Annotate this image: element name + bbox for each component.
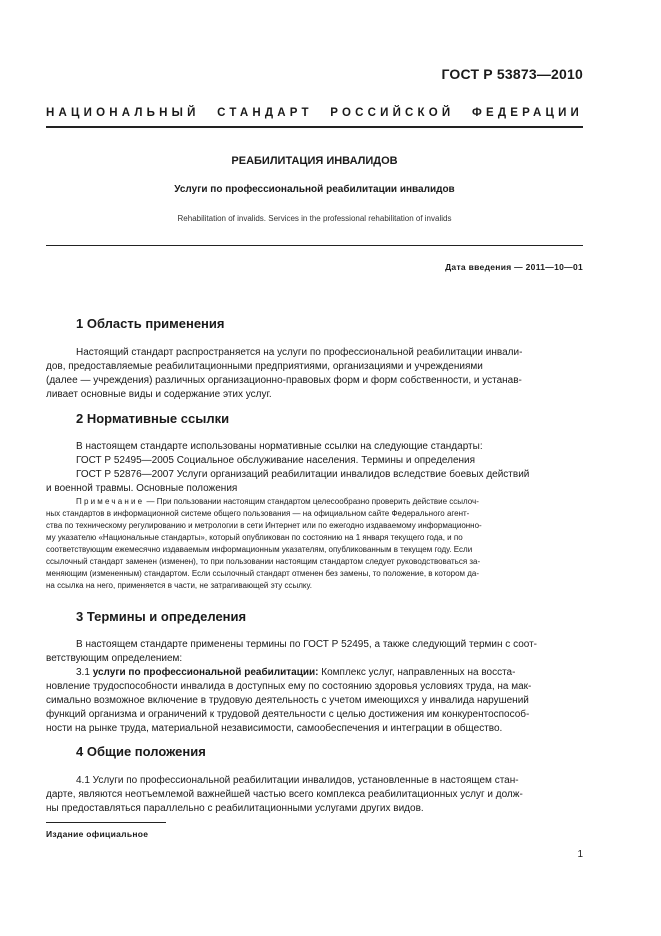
banner-word-russian: РОССИЙСКОЙ [330, 107, 455, 119]
term-definition-start: Комплекс услуг, направленных на восста- [318, 667, 516, 678]
term-definition-line: новление трудоспособности инвалида в доступных ему по состоянию здоровья условиях труда, на мак- [46, 681, 532, 692]
introduction-date: Дата введения — 2011—10—01 [445, 262, 583, 272]
body-line: ливает основные виды и содержание этих услуг. [46, 389, 272, 400]
body-line: ветствующим определением: [46, 653, 183, 664]
section-2-body [46, 440, 583, 496]
banner-word-national: НАЦИОНАЛЬНЫЙ [46, 107, 200, 119]
standard-designation: ГОСТ Р 53873—2010 [441, 66, 583, 82]
document-subtitle: Услуги по профессиональной реабилитации инвалидов [174, 184, 455, 195]
term-definition-line: симально возможное включение в трудовую деятельность с учетом имеющихся у инвалида нарушений [46, 695, 529, 706]
reference-gost-52876: ГОСТ Р 52876—2007 Услуги организаций реабилитации инвалидов вследствие боевых действий [76, 469, 530, 480]
section-4-title: 4 Общие положения [76, 744, 206, 759]
body-line: 4.1 Услуги по профессиональной реабилитации инвалидов, установленные в настоящем стан- [76, 775, 519, 786]
section-3-body [46, 638, 583, 736]
note-label: Примечание [76, 497, 145, 506]
body-line: ны предоставляться параллельно с реабилитационными услугами других видов. [46, 803, 424, 814]
document-title-english: Rehabilitation of invalids. Services in the professional rehabilitation of invalids [177, 214, 452, 223]
body-line: дов, предоставляемые реабилитационными предприятиями, организациями и учреждениями [46, 361, 483, 372]
section-1-body [46, 346, 583, 402]
term-definition-line: ности на рынке труда, материальной независимости, самообеспечения и интеграции в общество. [46, 723, 503, 734]
section-2-title: 2 Нормативные ссылки [76, 411, 230, 426]
reference-gost-52495: ГОСТ Р 52495—2005 Социальное обслуживание населения. Термины и определения [76, 455, 476, 466]
note-line: соответствующим ежемесячно издаваемым информационным указателям, опубликованным в текущем году. Если [46, 545, 473, 554]
term-number: 3.1 [76, 667, 90, 678]
note-line: ных стандартов в информационной системе общего пользования — на официальном сайте Федерального агент- [46, 509, 470, 518]
body-line: В настоящем стандарте использованы нормативные ссылки на следующие стандарты: [76, 441, 483, 452]
note-line: на ссылка на него, применяется в части, не затрагивающей эту ссылку. [46, 581, 312, 590]
banner-word-standard: СТАНДАРТ [217, 107, 313, 119]
page-number: 1 [577, 849, 583, 860]
body-line: и военной травмы. Основные положения [46, 483, 238, 494]
title-divider [46, 245, 583, 246]
footer-divider [46, 822, 166, 823]
banner-divider [46, 126, 583, 128]
body-line: дарте, являются неотъемлемой важнейшей частью всего комплекса реабилитационных услуг и долж- [46, 789, 523, 800]
body-line: (далее — учреждения) различных организационно-правовых форм и форм собственности, и устанав- [46, 375, 522, 386]
term-name: услуги по профессиональной реабилитации: [92, 667, 319, 678]
section-3-title: 3 Термины и определения [76, 609, 247, 624]
body-line: Настоящий стандарт распространяется на услуги по профессиональной реабилитации инвали- [76, 347, 523, 358]
note-first-line [46, 496, 583, 508]
term-definition-line: функций организма и ограничений к трудовой деятельности с целью достижения им конкурентоспособ- [46, 709, 530, 720]
document-title: РЕАБИЛИТАЦИЯ ИНВАЛИДОВ [231, 155, 398, 167]
section-4-body [46, 774, 583, 816]
note-line: меняющим (измененным) стандартом. Если ссылочный стандарт отменен без замены, то положение, в котором да- [46, 569, 480, 578]
national-standard-banner [46, 107, 583, 119]
note-line: му указателю «Национальные стандарты», который опубликован по состоянию на 1 января текущего года, и по [46, 533, 463, 542]
note-text: — При пользовании настоящим стандартом целесообразно проверить действие ссылоч- [144, 497, 479, 506]
body-line: В настоящем стандарте применены термины по ГОСТ Р 52495, а также следующий термин с соот- [76, 639, 538, 650]
banner-word-federation: ФЕДЕРАЦИИ [471, 107, 583, 119]
official-edition-label: Издание официальное [46, 829, 149, 839]
note-line: ства по техническому регулированию и метрологии в сети Интернет или по ежегодно издаваемому информационно- [46, 521, 482, 530]
note-line: ссылочный стандарт заменен (изменен), то при пользовании настоящим стандартом следует руководствоваться за- [46, 557, 481, 566]
section-1-title: 1 Область применения [76, 316, 225, 331]
section-2-note [46, 496, 583, 592]
term-definition-first-line [46, 666, 583, 680]
